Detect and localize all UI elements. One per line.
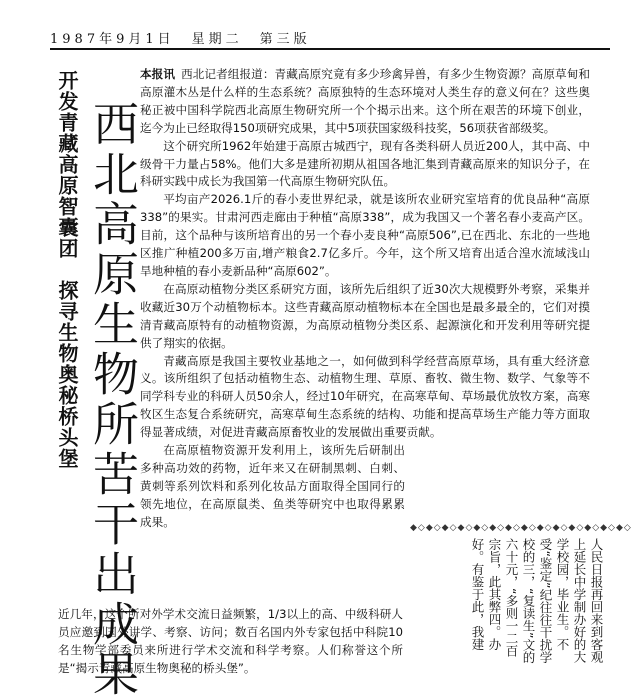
paragraph-1-text: 西北记者组报道：青藏高原究竟有多少珍禽异兽，有多少生物资源？高原草甸和高原灌木丛是什么样的生态系统？高原独特的生态环境对人类生存的意义何在？这些奥秘正被中国科学院西北高原生物研究所一个个揭示出来。这个所在艰苦的环境下创业，迄今为止已经取得150项研究成果，其中5项获国家级科技奖，56项获省部级奖。 — [140, 67, 590, 135]
article-paragraph-5: 青藏高原是我国主要牧业基地之一，如何做到科学经营高原草场，具有重大经济意义。该所组织了包括动植物生态、动植物生理、草原、畜牧、微生物、数学、气象等不同学科专业的科研人员50余人，经过10年研究，在高寒草甸、草场最优放牧方案，高寒牧区生态复合系统研究，高寒草甸生态系统的结构、功能和提高草场生产能力等方面取得显著成绩，对促进青藏高原畜牧业的发展做出重要贡献。 — [140, 353, 590, 440]
main-headline: 西北高原生物所苦干出成果 — [86, 100, 140, 700]
article-paragraph-3: 平均亩产2026.1斤的春小麦世界纪录，就是该所农业研究室培育的优良品种“高原338”的果实。甘肃河西走廊由于种植“高原338”，成为我国又一个著名春小麦高产区。目前，这个品种与该所培育出的另一个春小麦良种“高原506”,已在西北、东北的一些地区推广种植200多万亩,增产粮食2.7亿多斤。今年，这个所又培育出适合湟水流域浅山旱地种植的春小麦新品种“高原602”。 — [140, 192, 590, 278]
article-paragraph-2: 这个研究所1962年始建于高原古城西宁，现有各类科研人员近200人，其中高、中级骨干力量占58%。他们大多是建所初期从祖国各地汇集到青藏高原来的知识分子，在科研实践中成长为我国第一代高原生物研究队伍。 — [140, 138, 590, 189]
sidebar-article — [410, 522, 632, 664]
article-tail — [58, 606, 403, 678]
article-body — [140, 66, 590, 532]
masthead-rule — [50, 48, 610, 50]
article-paragraph-7: 近几年，这个所对外学术交流日益频繁，1/3以上的高、中级科研人员应邀到国外讲学、考察、访问；数百名国内外专家包括中科院10名生物学部委员来所进行学术交流和科学考察。人们称誉这个所是“揭示青藏高原生物奥秘的桥头堡”。 — [58, 607, 403, 675]
kicker-headline: 开发青藏高原智囊团 探寻生物奥秘桥头堡 — [55, 70, 79, 469]
sidebar-text: 人民日报再回来到客观上延长中学制办好的大学校园，毕业生。不受“鉴定”纪往往干扰学校的三，“复读生”文的六十元，“多则一二百宗旨，此其弊四。办好。有鉴于此，我建 — [470, 538, 604, 664]
article-paragraph-4: 在高原动植物分类区系研究方面，该所先后组织了近30次大规模野外考察，采集并收藏近30万个动植物标本。这些青藏高原动植物标本在全国也是最多最全的，它们对摸清青藏高原特有的动植物资源，为高原动植物分类区系、起源演化和开发利用等研究提供了翔实的依据。 — [140, 281, 590, 350]
masthead-dateline: 1987年9月1日 星期二 第三版 — [50, 32, 311, 47]
article-paragraph-6: 在高原植物资源开发利用上，该所先后研制出多种高功效的药物，近年来又在研制黑刺、白刺、黄刺等系列饮料和系列化妆品方面取得全国同行的领先地位，在高原鼠类、鱼类等研究中也取得累累成果。 — [140, 443, 405, 529]
article-paragraph-1 — [140, 66, 590, 138]
ornamental-border: ◆◇◆◇◆◇◆◇◆◇◆◇◆◇◆◇◆◇◆◇◆◇◆◇◆◇◆◇ — [410, 523, 632, 533]
byline: 本报讯 — [140, 67, 176, 81]
